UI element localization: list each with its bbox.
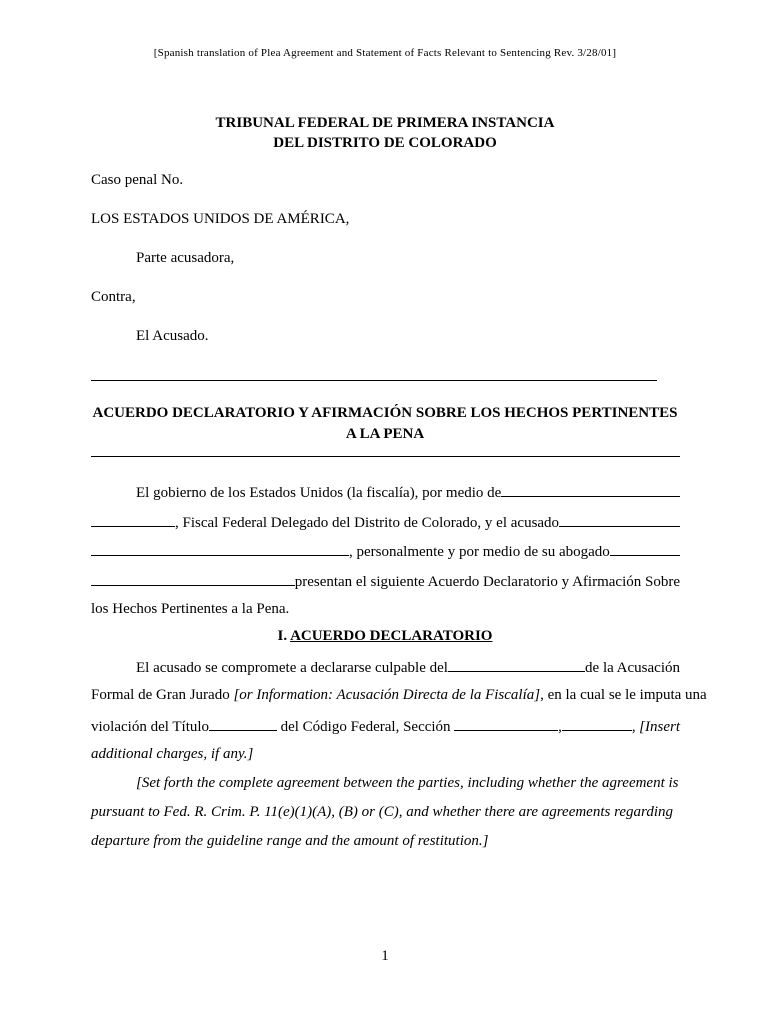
body-text-2c: departure from the guideline range and the amount of restitution.] [91,833,489,849]
section-heading [0,628,770,645]
document-header: [Spanish translation of Plea Agreement and Statement of Facts Relevant to Sentencing Rev. 3/28/01] [153,47,617,59]
body-text-1c: Formal de Gran Jurado [91,687,230,703]
intro-line-5: los Hechos Pertinentes a la Pena. [91,601,290,617]
attorney-name-blank-cont[interactable] [91,572,295,586]
body-line-2 [91,687,707,704]
body-line-5 [91,775,680,792]
section-number: I. [277,628,288,644]
body-text-1i: , [631,719,636,735]
case-number-label: Caso penal No. [91,172,184,188]
body-text-1j: [Insert [639,719,680,735]
intro-text-2: , Fiscal Federal Delegado del Distrito de Colorado, y el acusado [175,515,560,531]
intro-text-4: presentan el siguiente Acuerdo Declaratorio y Afirmación Sobre [294,574,680,590]
document-title-line2: A LA PENA [345,426,425,442]
defendant-role: El Acusado. [136,328,209,344]
section-title: ACUERDO DECLARATORIO [290,628,493,644]
court-name-line2: DEL DISTRITO DE COLORADO [273,135,497,151]
intro-line-3 [91,542,680,561]
intro-line-2 [91,513,680,532]
intro-line-1 [91,483,680,502]
section-number-blank-1[interactable] [454,717,558,731]
defendant-name-blank-cont[interactable] [91,542,349,556]
defendant-name-blank[interactable] [559,513,680,527]
body-text-1e: , en la cual se le imputa una [540,687,707,703]
attorney-name-blank[interactable] [610,542,680,556]
body-text-1b: de la Acusación [585,660,680,676]
count-blank[interactable] [448,658,585,672]
body-text-1a: El acusado se compromete a declararse culpable del [136,660,448,676]
title-divider [91,456,680,457]
body-text-1d: [or Information: Acusación Directa de la Fiscalía] [233,687,541,703]
versus-label: Contra, [91,289,136,305]
body-text-1k: additional charges, if any.] [91,746,254,762]
prosecutor-name-blank[interactable] [501,483,680,497]
body-text-1g: del Código Federal, Sección [280,719,451,735]
plaintiff-role: Parte acusadora, [136,250,235,266]
plaintiff-name: LOS ESTADOS UNIDOS DE AMÉRICA, [91,211,350,227]
caption-divider [91,380,657,381]
section-number-blank-2[interactable] [562,717,632,731]
body-text-1h: , [558,719,562,735]
body-text-1f: violación del Título [91,719,210,735]
body-text-2b: pursuant to Fed. R. Crim. P. 11(e)(1)(A), (B) or (C), and whether there are agreements regarding [91,804,673,820]
body-line-1 [91,658,680,677]
document-title-line1: ACUERDO DECLARATORIO Y AFIRMACIÓN SOBRE LOS HECHOS PERTINENTES [92,405,678,421]
intro-text-1: El gobierno de los Estados Unidos (la fiscalía), por medio de [136,485,502,501]
prosecutor-name-blank-cont[interactable] [91,513,175,527]
intro-text-3: , personalmente y por medio de su abogado [349,544,610,560]
page-number: 1 [381,948,389,964]
title-number-blank[interactable] [209,717,277,731]
body-text-2a: [Set forth the complete agreement between the parties, including whether the agreement is [136,775,679,791]
body-line-3 [91,717,680,736]
court-name-line1: TRIBUNAL FEDERAL DE PRIMERA INSTANCIA [215,115,555,131]
intro-line-4 [91,572,680,591]
